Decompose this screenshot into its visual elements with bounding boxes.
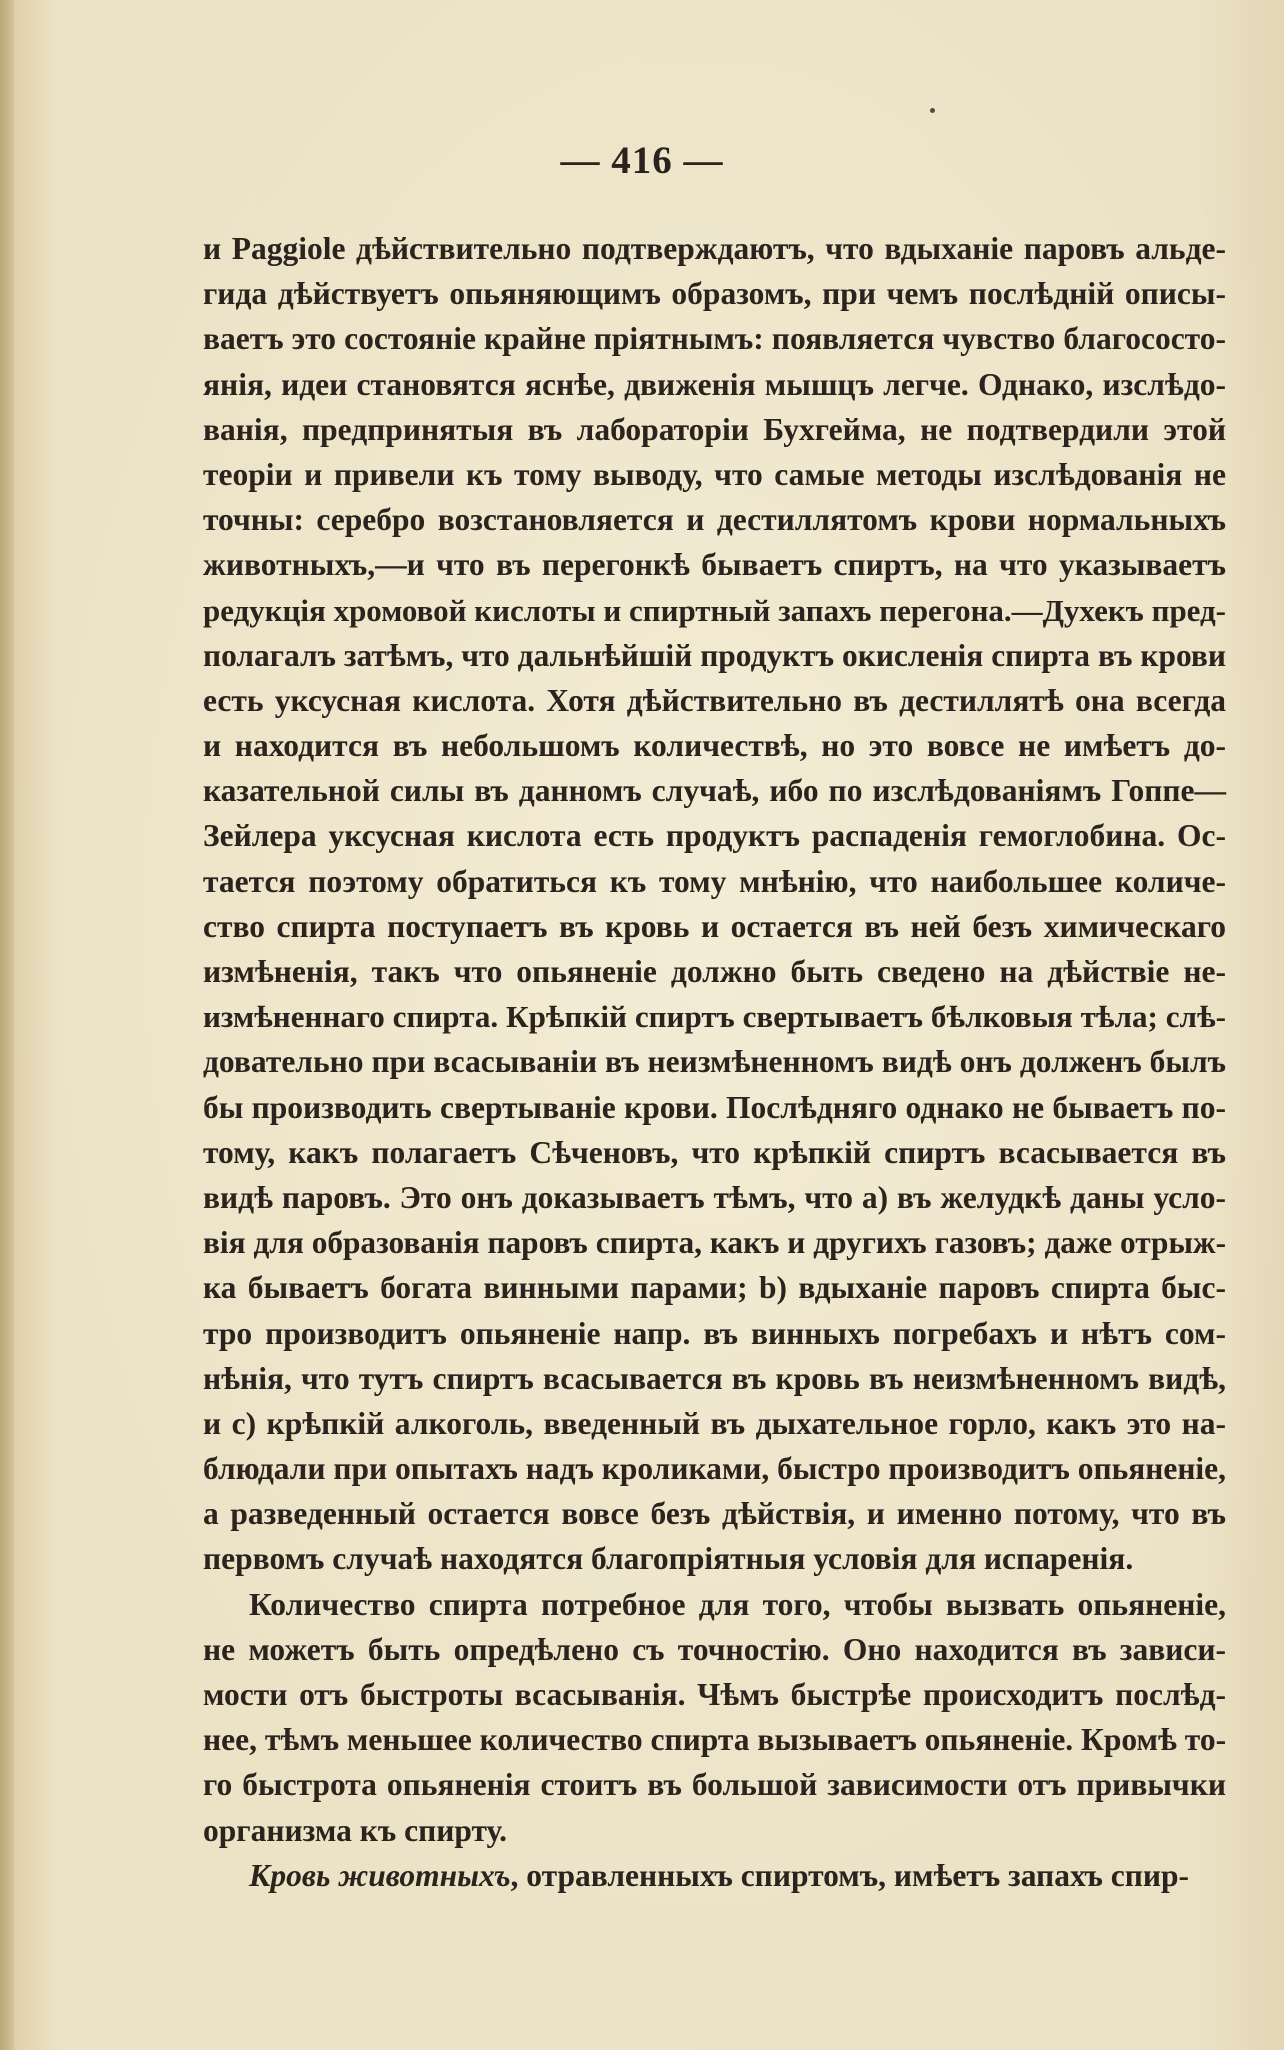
paragraph xyxy=(203,1853,1226,1898)
text-line: казательной силы въ данномъ случаѣ, ибо по изслѣдованіямъ Гоппе— xyxy=(203,773,1226,809)
text-line: и находится въ небольшомъ количествѣ, но это вовсе не имѣетъ до- xyxy=(203,728,1226,764)
line-text: , отравленныхъ спиртомъ, имѣетъ запахъ спир- xyxy=(510,1857,1190,1893)
text-line: мости отъ быстроты всасыванія. Чѣмъ быстрѣе происходитъ послѣд- xyxy=(203,1677,1226,1712)
text-line: довательно при всасываніи въ неизмѣненномъ видѣ онъ долженъ былъ xyxy=(203,1044,1226,1080)
text-line: вія для образованія паровъ спирта, какъ и другихъ газовъ; даже отрыж- xyxy=(203,1225,1226,1261)
text-line: Зейлера уксусная кислота есть продуктъ распаденія гемоглобина. Ос- xyxy=(203,818,1226,854)
text-line: гида дѣйствуетъ опьяняющимъ образомъ, при чемъ послѣдній описы- xyxy=(203,276,1226,312)
text-line: и c) крѣпкій алкоголь, введенный въ дыхательное горло, какъ это на- xyxy=(203,1405,1226,1441)
text-line: Количество спирта потребное для того, чтобы вызвать опьяненіе, xyxy=(249,1586,1226,1622)
text-line: блюдали при опытахъ надъ кроликами, быстро производитъ опьяненіе, xyxy=(203,1451,1226,1487)
page-number: — 416 — xyxy=(560,139,724,182)
text-line: не можетъ быть опредѣлено съ точностію. Оно находится въ зависи- xyxy=(203,1631,1226,1667)
text-line: видѣ паровъ. Это онъ доказываетъ тѣмъ, что a) въ желудкѣ даны усло- xyxy=(203,1179,1226,1215)
page-spine-shadow xyxy=(0,0,14,2050)
ink-speck xyxy=(930,108,935,113)
italic-lead: Кровь животныхъ xyxy=(249,1857,511,1893)
text-line: есть уксусная кислота. Хотя дѣйствительно въ дестиллятѣ она всегда xyxy=(203,682,1226,718)
text-line: тро производитъ опьяненіе напр. въ винныхъ погребахъ и нѣтъ сом- xyxy=(203,1315,1226,1351)
text-line: нее, тѣмъ меньшее количество спирта вызываетъ опьяненіе. Кромѣ то- xyxy=(203,1722,1227,1758)
text-line: теоріи и привели къ тому выводу, что самые методы изслѣдованія не xyxy=(203,456,1226,492)
text-line: полагалъ затѣмъ, что дальнѣйшій продуктъ окисленія спирта въ крови xyxy=(203,637,1226,673)
text-line: тому, какъ полагаетъ Сѣченовъ, что крѣпкій спиртъ всасывается въ xyxy=(203,1134,1226,1170)
paragraph xyxy=(203,1582,1226,1853)
text-line xyxy=(203,1853,1226,1898)
text-line: тается поэтому обратиться къ тому мнѣнію, что наибольшее количе- xyxy=(203,863,1226,899)
paragraph xyxy=(203,226,1226,1582)
text-line: измѣненнаго спирта. Крѣпкій спиртъ свертываетъ бѣлковыя тѣла; слѣ- xyxy=(203,999,1226,1035)
text-line: ка бываетъ богата винными парами; b) вдыханіе паровъ спирта быс- xyxy=(203,1270,1226,1306)
text-line: измѣненія, такъ что опьяненіе должно быть сведено на дѣйствіе не- xyxy=(203,954,1226,989)
text-line: янія, идеи становятся яснѣе, движенія мышцъ легче. Однако, изслѣдо- xyxy=(203,366,1226,402)
text-line: бы производить свертываніе крови. Послѣдняго однако не бываетъ по- xyxy=(203,1089,1226,1125)
text-line: нѣнія, что тутъ спиртъ всасывается въ кровь въ неизмѣненномъ видѣ, xyxy=(203,1360,1226,1396)
text-line: первомъ случаѣ находятся благопріятныя условія для испаренія. xyxy=(203,1541,1134,1577)
text-line: ваетъ это состояніе крайне пріятнымъ: появляется чувство благососто- xyxy=(203,321,1226,357)
text-line: организма къ спирту. xyxy=(203,1812,508,1848)
text-line: редукція хромовой кислоты и спиртный запахъ перегона.—Духекъ пред- xyxy=(203,592,1226,628)
text-line: ство спирта поступаетъ въ кровь и остается въ ней безъ химическаго xyxy=(203,908,1226,944)
text-line: а разведенный остается вовсе безъ дѣйствія, и именно потому, что въ xyxy=(203,1496,1226,1532)
text-line: и Paggiole дѣйствительно подтверждаютъ, что вдыханіе паровъ альде- xyxy=(203,231,1226,266)
body-text xyxy=(203,226,1226,1898)
text-line: животныхъ,—и что въ перегонкѣ бываетъ спиртъ, на что указываетъ xyxy=(203,547,1226,583)
text-line: точны: серебро возстановляется и дестиллятомъ крови нормальныхъ xyxy=(203,502,1226,538)
text-line: го быстрота опьяненія стоитъ въ большой зависимости отъ привычки xyxy=(203,1767,1226,1803)
text-line: ванія, предпринятыя въ лабораторіи Бухгейма, не подтвердили этой xyxy=(203,411,1226,447)
